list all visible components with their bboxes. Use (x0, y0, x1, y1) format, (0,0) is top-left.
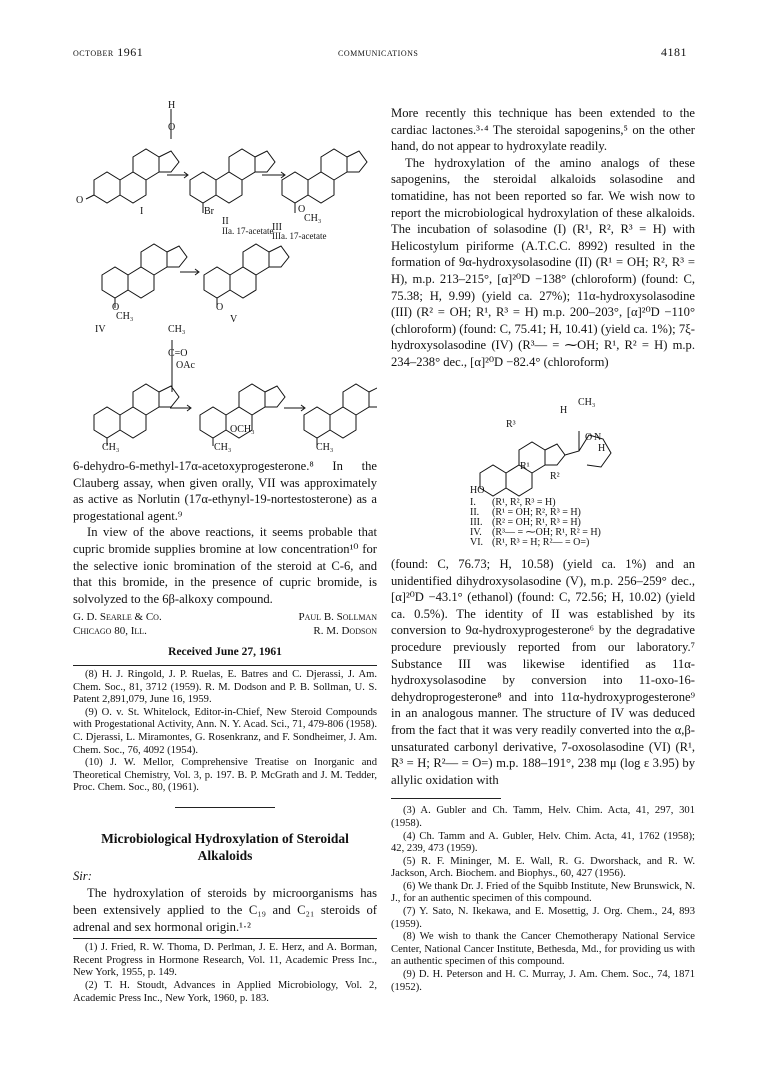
label-viii (312, 454, 329, 455)
affiliation-city: Chicago 80, Ill. (73, 624, 147, 637)
footnote: (6) We thank Dr. J. Fried of the Squibb Institute, New Brunswick, N. J., for an authentic specimen of this compound. (391, 880, 695, 905)
label-vii (210, 454, 224, 455)
footnote: (1) J. Fried, R. W. Thoma, D. Perlman, J. E. Herz, and A. Borman, Recent Progress in Hormone Research, Vol. 11, Academic Press Inc., New York, 1955, p. 149. (73, 942, 377, 979)
label-nh: H (598, 443, 606, 454)
compound-row-label: I. (470, 497, 476, 508)
compound-row-label: III. (470, 517, 483, 528)
label-ch3-top: CH₃ (168, 324, 186, 335)
page-header (0, 45, 769, 63)
compound-row-value: (R¹, R³ = H; R²— = O=) (492, 537, 590, 548)
compound-row-value: (R¹ = OH; R², R³ = H) (492, 507, 581, 518)
label-o-iv: O (112, 302, 120, 313)
paragraph: 6-dehydro-6-methyl-17α-acetoxyprogesterone.⁸ In the Clauberg assay, when given orally, VII was approximately as active as Norlutin (17α-ethynyl-19-nortestosterone) as a progestational agent.⁹ (73, 459, 377, 523)
label-r3: R³ (506, 419, 516, 430)
paragraph: In view of the above reactions, it seems probable that cupric bromide supplies bromine at low concentration¹⁰ for the selective ionic bromination of the steroid at C-6, and that this bromide, in the presence of cupric bromide, is solvolyzed to the 6β-alkoxy compound. (73, 525, 377, 606)
salutation: Sir: (73, 868, 92, 883)
steroid-vi-structure (94, 384, 179, 446)
steroid-viii-structure (304, 384, 377, 446)
label-ho: HO (470, 485, 485, 496)
svg-text:O: O (76, 195, 84, 206)
compound-row-label: IV. (470, 527, 482, 538)
label-oac: OAc (176, 360, 195, 371)
affiliation: G. D. Searle & Co. (73, 611, 162, 624)
footnote: (4) Ch. Tamm and A. Gubler, Helv. Chim. Acta, 41, 1762 (1958); 42, 239, 473 (1959). (391, 830, 695, 855)
reaction-scheme-figure (72, 100, 377, 455)
paragraph: (found: C, 76.73; H, 10.58) (yield ca. 1%) and an unidentified dihydroxysolasodine (V), m.p. 256–259° dec., [α]²⁰D −43.1° (ethanol) (found: C, 72.56; H, 10.02) (yield ca. 0.5%). The identity of II was established by its conversion to 9α-hydroxyprogesterone⁶ by the degradative procedure previously reported from our laboratory.⁷ Substance III was likewise identified as 11α-hydroxysolasodine by conversion into 11-oxo-16-dehydroprogesterone⁸ and into 11α-hydroxyprogesterone⁹ in an analogous manner. The structure of IV was deduced from the fact that it was very readily converted into the α,β-unsaturated carbonyl derivative, 7-oxosolasodine (VI) (R¹, R³ = H; R²— = O=) m.p. 188–191°, 238 mμ (log ε 3.95) by allylic oxidation with (391, 557, 695, 787)
label-ch3-iii: CH₃ (304, 213, 322, 224)
label-och3: OCH₃ (230, 424, 255, 435)
footnote: (9) O. v. St. Whitelock, Editor-in-Chief, New Steroid Compounds with Progestational Activity, Ann. N. Y. Acad. Sci., 71, 479-806 (1958). C. Djerassi, L. Miramontes, G. Rosenkranz, and F. Sondheimer, J. Am. Chem. Soc., 76, 4092 (1954). (73, 706, 377, 756)
footnote-rule (73, 938, 377, 939)
solasodine-structure-figure (470, 383, 650, 553)
steroid-iv-structure (102, 244, 187, 308)
header-date: october 1961 (73, 45, 144, 59)
received-date: Received June 27, 1961 (168, 646, 282, 659)
compound-row-value: (R¹, R², R³ = H) (492, 497, 556, 508)
label-ii: II (222, 216, 229, 227)
label-ch3: CH₃ (578, 397, 596, 408)
label-h: H (168, 100, 176, 111)
label-iia: IIa. 17-acetate (222, 226, 274, 236)
section-divider (175, 807, 275, 808)
footnote: (9) D. H. Peterson and H. C. Murray, J. Am. Chem. Soc., 74, 1871 (1952). (391, 969, 695, 993)
steroid-vii-structure (200, 384, 285, 446)
footnote: (5) R. F. Mininger, M. E. Wall, R. G. Dworshack, and R. W. Jackson, Arch. Biochem. and Biophys., 60, 427 (1956). (391, 855, 695, 880)
steroid-ii-structure (190, 149, 275, 213)
label-c-o: C=O (168, 348, 188, 359)
label-iv: IV (95, 324, 106, 335)
article-title: Microbiological Hydroxylation of Steroidal Alkaloids (101, 830, 349, 863)
page-number: 4181 (661, 45, 687, 59)
label-i: I (140, 206, 144, 217)
label-o-top: O (168, 122, 176, 133)
label-vi (92, 454, 103, 455)
label-iiia: IIIa. 17-acetate (272, 231, 327, 241)
footnote: (2) T. H. Stoudt, Advances in Applied Microbiology, Vol. 2, Academic Press Inc., New York, 1960, p. 183. (73, 980, 377, 1004)
label-ch3-viii: CH₃ (316, 442, 334, 453)
compound-row-value: (R³— = ⁓OH; R¹, R² = H) (492, 527, 601, 538)
author-name: R. M. Dodson (313, 624, 377, 637)
label-h: H (560, 405, 568, 416)
footnote: (10) J. W. Mellor, Comprehensive Treatise on Inorganic and Theoretical Chemistry, Vol. 3, p. 197. B. P. McGrath and J. M. Tedder, Proc. Chem. Soc., 80, (1961). (73, 757, 377, 794)
label-ch3-iv: CH₃ (116, 311, 134, 322)
paragraph: The hydroxylation of steroids by microorganisms has been extensively applied to the C₁₉ and C₂₁ steroids of adrenal and sex hormonal origin.¹·² (73, 886, 377, 934)
label-ch3-vi: CH₃ (102, 442, 120, 453)
footnote-rule (391, 798, 501, 799)
steroid-v-structure (204, 244, 289, 308)
paragraph: More recently this technique has been extended to the cardiac lactones.³·⁴ The steroidal sapogenins,⁵ on the other hand, do not appear to hydroxylate readily. (391, 106, 695, 154)
author-name: Paul B. Sollman (298, 611, 377, 624)
footnote: (8) H. J. Ringold, J. P. Ruelas, E. Batres and C. Djerassi, J. Am. Chem. Soc., 81, 3712 (1959). R. M. Dodson and P. B. Sollman, U. S. Patent 2,891,079, June 16, 1959. (73, 668, 377, 706)
header-section: communications (338, 45, 419, 59)
label-n: N (594, 432, 602, 443)
label-r2: R² (550, 471, 560, 482)
label-v: V (230, 314, 238, 325)
steroid-i-structure (76, 149, 179, 206)
footnote: (8) We wish to thank the Cancer Chemotherapy National Service Center, National Cancer Institute, Bethesda, Md., for providing us with an authentic specimen of this compound. (391, 931, 695, 968)
steroid-iii-structure (282, 149, 367, 213)
paragraph: The hydroxylation of the amino analogs of these sapogenins, the steroidal alkaloids solasodine and tomatidine, has not been reported so far. We wish now to report the microbiological hydroxylation of these alkaloids. The incubation of solasodine (I) (R¹, R², R³ = H) with Helicostylum piriforme (A.T.C.C. 8992) resulted in the formation of 9α-hydroxysolasodine (II) (R¹ = OH; R², R³ = H), m.p. 213–215°, [α]²⁰D −138° (chloroform) (found: C, 75.38; H, 9.99) (yield ca. 27%); 11α-hydroxysolasodine (III) (R² = OH; R¹, R³ = H) m.p. 200–203°, [α]²⁰D −110° (chloroform) (found: C, 75.41; H, 10.41) (yield ca. 1%); 7ξ-hydroxysolasodine (IV) (R³— = ⁓OH; R¹, R² = H) m.p. 234–238° dec., [α]²⁰D −82.4° (chloroform) (391, 155, 695, 369)
right-column-text-top (391, 105, 695, 371)
label-r1: R¹ (520, 461, 530, 472)
compound-row-label: II. (470, 507, 480, 518)
compound-row-label: VI. (470, 537, 484, 548)
label-br: Br (204, 206, 214, 217)
compound-row-value: (R² = OH; R¹, R³ = H) (492, 517, 581, 528)
label-o3: O (298, 204, 306, 215)
right-column-text-bottom (391, 556, 695, 994)
footnote: (7) Y. Sato, N. Ikekawa, and E. Mosettig, J. Org. Chem., 24, 893 (1959). (391, 906, 695, 930)
left-column-text (73, 458, 377, 1005)
footnote: (3) A. Gubler and Ch. Tamm, Helv. Chim. Acta, 41, 297, 301 (1958). (391, 805, 695, 829)
label-o-v: O (216, 302, 224, 313)
signature-block (73, 611, 377, 638)
label-o: O (585, 432, 593, 443)
label-iii: III (272, 222, 282, 233)
label-ch3-vii: CH₃ (214, 442, 232, 453)
footnote-rule (73, 665, 377, 666)
